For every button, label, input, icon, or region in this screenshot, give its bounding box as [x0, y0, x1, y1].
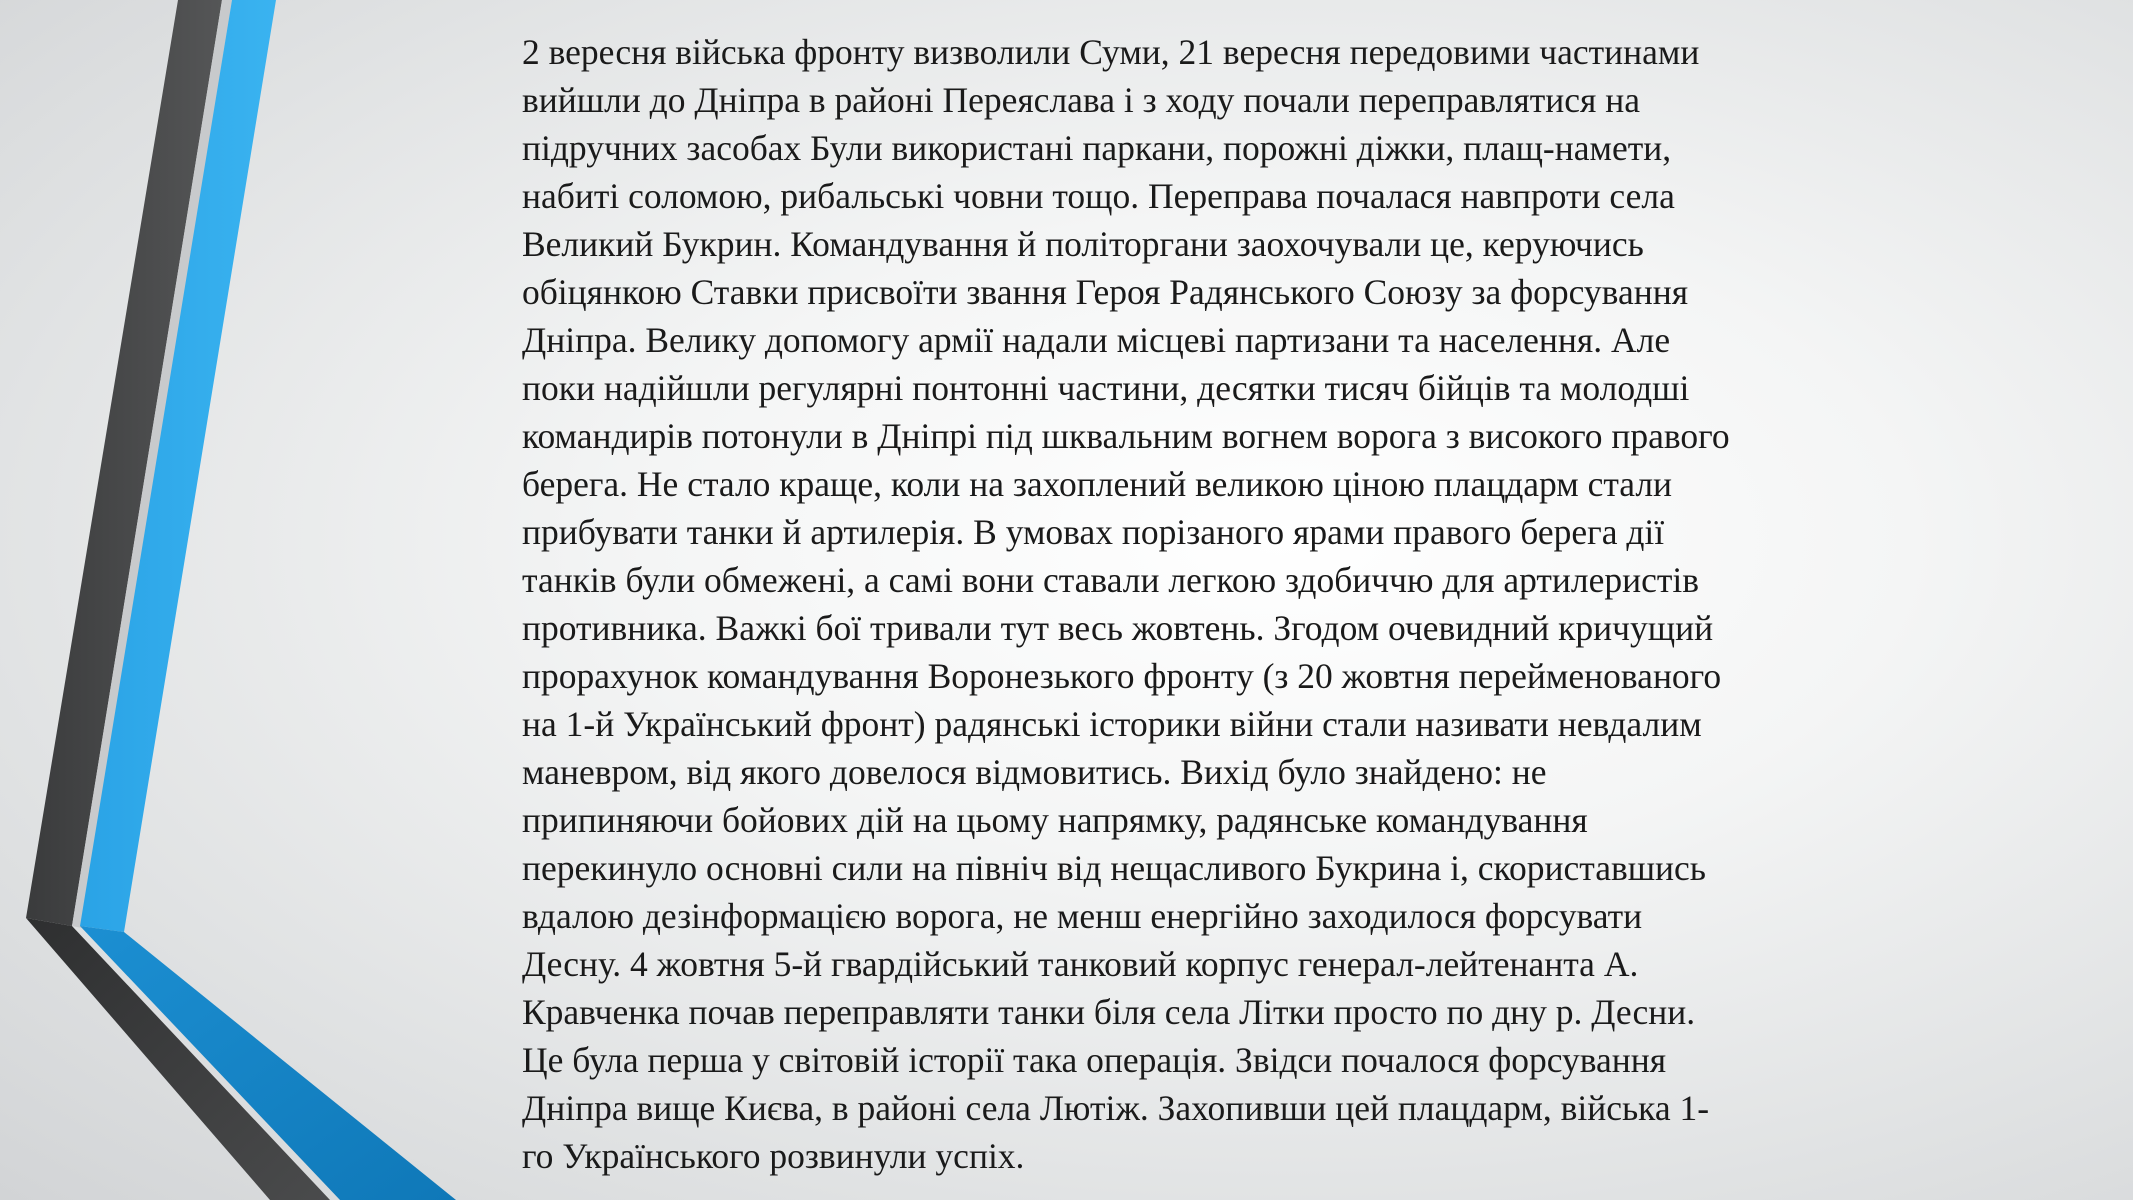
text-line-16: маневром, від якого довелося відмовитись. Вихід було знайдено: не [522, 752, 1547, 792]
text-line-11: прибувати танки й артилерія. В умовах порізаного ярами правого берега дії [522, 512, 1665, 552]
text-line-6: обіцянкою Ставки присвоїти звання Героя Радянського Союзу за форсування [522, 272, 1689, 312]
text-line-9: командирів потонули в Дніпрі під шквальним вогнем ворога з високого правого [522, 416, 1730, 456]
text-line-24: го Українського розвинули успіх. [522, 1136, 1025, 1176]
text-line-18: перекинуло основні сили на північ від нещасливого Букрина і, скориставшись [522, 848, 1706, 888]
text-line-8: поки надійшли регулярні понтонні частини, десятки тисяч бійців та молодші [522, 368, 1690, 408]
text-line-20: Десну. 4 жовтня 5-й гвардійський танковий корпус генерал-лейтенанта А. [522, 944, 1639, 984]
text-line-12: танків були обмежені, а самі вони ставали легкою здобиччю для артилеристів [522, 560, 1700, 600]
text-line-2: вийшли до Дніпра в районі Переяслава і з ходу почали переправлятися на [522, 80, 1640, 120]
dark-stripe-lower [26, 918, 330, 1200]
text-line-15: на 1-й Український фронт) радянські історики війни стали називати невдалим [522, 704, 1702, 744]
text-line-1: 2 вересня війська фронту визволили Суми, 21 вересня передовими частинами [522, 32, 1700, 72]
text-line-21: Кравченка почав переправляти танки біля села Літки просто по дну р. Десни. [522, 992, 1696, 1032]
text-line-19: вдалою дезінформацією ворога, не менш енергійно заходилося форсувати [522, 896, 1643, 936]
body-text [522, 28, 1942, 1180]
text-line-3: підручних засобах Були використані паркани, порожні діжки, плащ-намети, [522, 128, 1672, 168]
text-line-10: берега. Не стало краще, коли на захоплений великою ціною плацдарм стали [522, 464, 1673, 504]
text-line-22: Це була перша у світовій історії така операція. Звідси почалося форсування [522, 1040, 1667, 1080]
text-line-13: противника. Важкі бої тривали тут весь жовтень. Згодом очевидний кричущий [522, 608, 1714, 648]
text-line-23: Дніпра вище Києва, в районі села Лютіж. Захопивши цей плацдарм, війська 1- [522, 1088, 1710, 1128]
text-line-14: прорахунок командування Воронезького фронту (з 20 жовтня перейменованого [522, 656, 1722, 696]
stripe-highlight [72, 0, 232, 928]
text-line-4: набиті соломою, рибальські човни тощо. Переправа почалася навпроти села [522, 176, 1675, 216]
text-line-17: припиняючи бойових дій на цьому напрямку, радянське командування [522, 800, 1588, 840]
text-line-7: Дніпра. Велику допомогу армії надали місцеві партизани та населення. Але [522, 320, 1671, 360]
text-line-5: Великий Букрин. Командування й політоргани заохочували це, керуючись [522, 224, 1644, 264]
